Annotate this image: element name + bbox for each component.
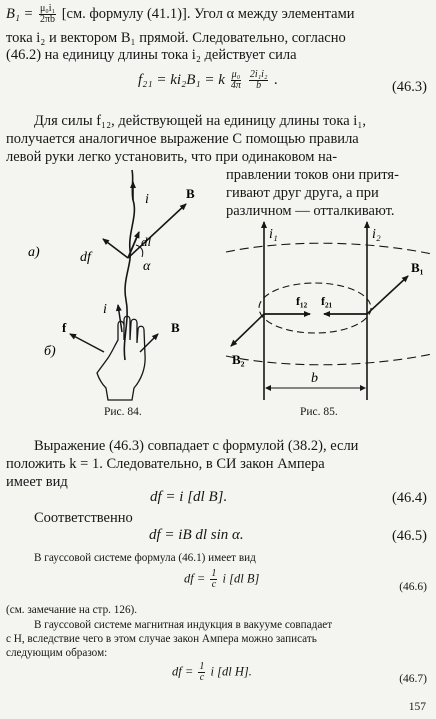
b1-fraction-num: μ₀i₁ bbox=[39, 3, 56, 14]
f21-frac2-den: b bbox=[256, 80, 262, 91]
text-line-2: тока i₂ и вектором B₁ прямой. Следовательно, согласно bbox=[6, 30, 346, 46]
equation-46-5: df = iB dl sin α. bbox=[149, 527, 244, 543]
eq7-rhs: i [dl H]. bbox=[210, 664, 252, 679]
equation-number-46-5: (46.5) bbox=[391, 528, 427, 544]
gauss2-line-3: следующим образом: bbox=[6, 647, 108, 659]
para2-line-5: гивают друг друга, а при bbox=[226, 185, 379, 201]
eq6-fraction-num: 1 bbox=[211, 568, 217, 579]
gauss2-line-2: с H, вследствие чего в этом случае закон Ампера можно записать bbox=[6, 633, 317, 645]
para2-line-4: правлении токов они притя- bbox=[226, 167, 399, 183]
fig84-label-i-top: i bbox=[145, 192, 149, 207]
f21-frac1 bbox=[231, 70, 242, 91]
f21-frac1-den: 4π bbox=[230, 80, 241, 91]
correspondingly-line: Соответственно bbox=[34, 510, 133, 526]
f21-frac2-num: 2i₁i₂ bbox=[249, 69, 268, 80]
page-number: 157 bbox=[408, 701, 426, 713]
fig84-label-B-bottom: B bbox=[171, 320, 180, 335]
fig85-label-f21: f₂₁ bbox=[321, 294, 333, 308]
eq7-fraction-num: 1 bbox=[199, 661, 205, 672]
fig84-label-B-top: B bbox=[186, 186, 195, 201]
eq6-rhs: i [dl B] bbox=[222, 571, 260, 586]
equation-number-46-7: (46.7) bbox=[399, 673, 427, 685]
f21-frac2 bbox=[249, 70, 269, 91]
eq6-lhs: df = bbox=[184, 571, 206, 586]
para2-line-3: левой руки легко установить, что при одинаковом на- bbox=[6, 149, 338, 165]
remark-line: (см. замечание на стр. 126). bbox=[6, 604, 138, 616]
para3-line-1: Выражение (46.3) совпадает с формулой (38.2), если bbox=[34, 438, 359, 454]
f21-frac1-num: μ₀ bbox=[231, 69, 241, 80]
b1-fraction-den: 2πb bbox=[39, 14, 56, 25]
para2-line-2: получается аналогичное выражение С помощью правила bbox=[6, 131, 359, 147]
gauss-line-1: В гауссовой системе формула (46.1) имеет вид bbox=[34, 552, 256, 564]
f21-lhs: f₂₁ = ki₂B₁ = k bbox=[138, 71, 225, 88]
field-line-top bbox=[226, 243, 432, 254]
field-line-bottom bbox=[226, 354, 432, 365]
fig84-label-dl: dl bbox=[141, 234, 152, 249]
b-vector-bottom bbox=[140, 334, 158, 352]
b2-vector bbox=[231, 314, 264, 346]
b1-vector bbox=[367, 276, 408, 314]
fig84-label-df: df bbox=[80, 250, 91, 265]
equation-number-46-4: (46.4) bbox=[391, 490, 427, 506]
fig85-label-b: b bbox=[311, 371, 318, 386]
para2-line-1: Для силы f₁₂, действующей на единицу длины тока i₁, bbox=[34, 113, 367, 129]
para3-line-2: положить k = 1. Следовательно, в СИ закон Ампера bbox=[6, 456, 325, 472]
eq7-fraction-den: c bbox=[199, 672, 205, 683]
fig85-label-B1: B₁ bbox=[411, 260, 424, 275]
fig85-label-i2: i₂ bbox=[372, 227, 381, 242]
equation-46-3 bbox=[138, 70, 278, 91]
equation-46-7 bbox=[172, 662, 252, 683]
figure-85-caption: Рис. 85. bbox=[300, 406, 338, 418]
equation-46-4: df = i [dl B]. bbox=[150, 489, 228, 505]
para3-line-3: имеет вид bbox=[6, 474, 68, 490]
field-line-ellipse bbox=[259, 283, 371, 333]
fig84-label-f: f bbox=[62, 320, 67, 335]
fig84-label-b: б) bbox=[44, 344, 56, 359]
fig85-label-f12: f₁₂ bbox=[296, 294, 308, 308]
fig84-label-a: а) bbox=[28, 245, 40, 260]
equation-number-46-6: (46.6) bbox=[399, 581, 427, 593]
eq6-fraction-den: c bbox=[211, 579, 217, 590]
b1-formula-lhs: B₁ = bbox=[6, 5, 34, 22]
para2-line-6: различном — отталкивают. bbox=[226, 203, 395, 219]
b1-fraction bbox=[39, 4, 56, 25]
figure-85 bbox=[224, 218, 436, 408]
figure-84 bbox=[0, 160, 230, 410]
gauss2-line-1: В гауссовой системе магнитная индукция в вакууме совпадает bbox=[34, 619, 333, 631]
eq7-lhs: df = bbox=[172, 664, 194, 679]
eq6-fraction bbox=[210, 569, 217, 590]
f-vector bbox=[70, 334, 104, 352]
fig84-label-i-bottom: i bbox=[103, 302, 107, 317]
df-vector bbox=[103, 239, 128, 258]
equation-46-6 bbox=[184, 569, 259, 590]
fig85-label-B2: B₂ bbox=[232, 352, 245, 367]
f21-end: . bbox=[274, 71, 278, 88]
text-line-1-rest: [см. формулу (41.1)]. Угол α между элементами bbox=[61, 5, 355, 22]
figure-84-caption: Рис. 84. bbox=[104, 406, 142, 418]
eq7-fraction bbox=[198, 662, 205, 683]
equation-number-46-3: (46.3) bbox=[391, 79, 427, 95]
fig84-label-alpha: α bbox=[143, 259, 151, 274]
text-line-3: (46.2) на единицу длины тока i₂ действует сила bbox=[6, 47, 297, 63]
fig85-label-i1: i₁ bbox=[269, 227, 278, 242]
b-vector-top bbox=[128, 204, 186, 258]
text-line-1 bbox=[6, 4, 355, 26]
